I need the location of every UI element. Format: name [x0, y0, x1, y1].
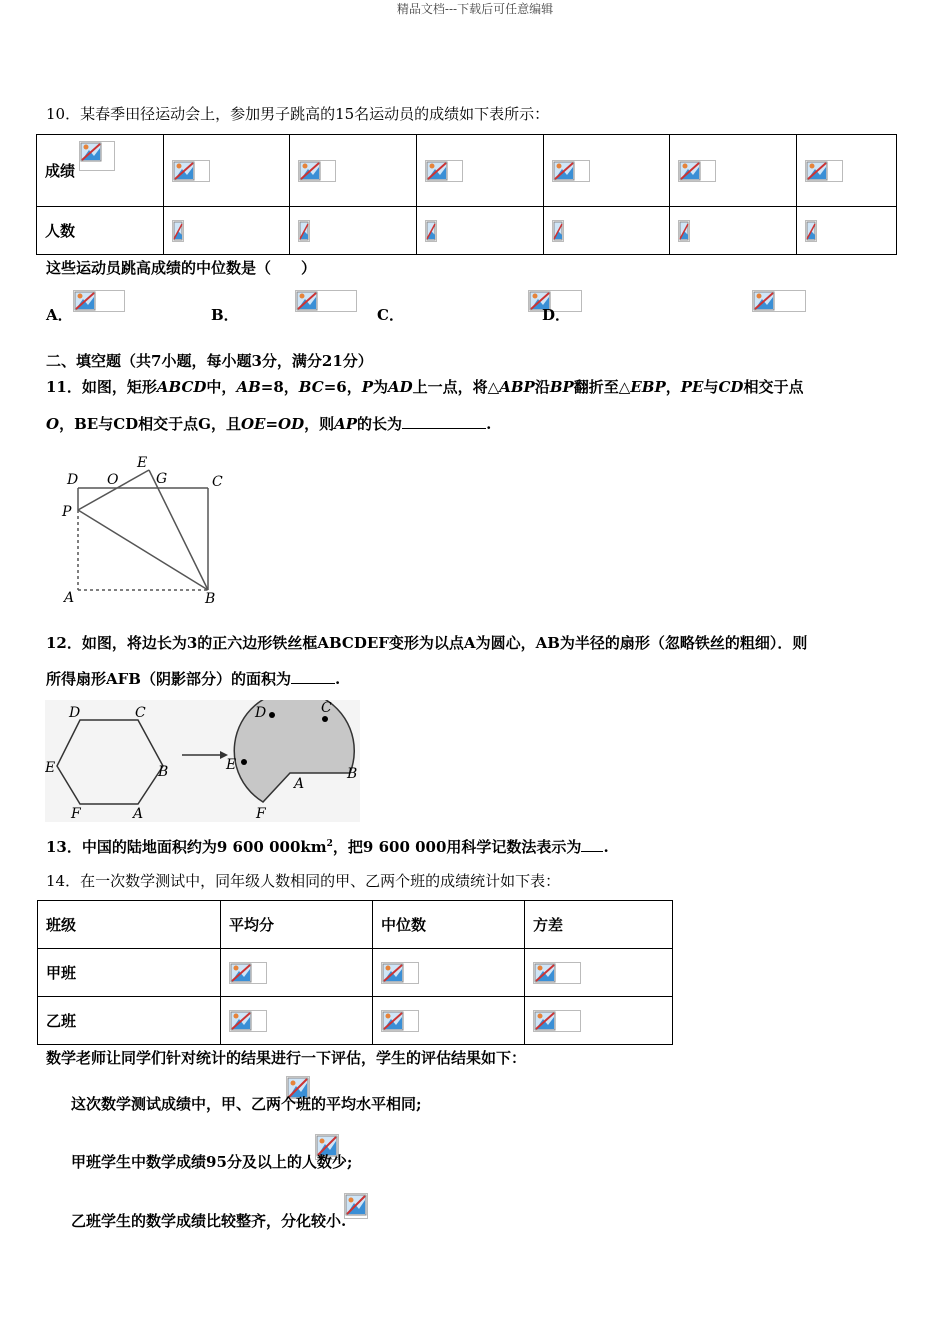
label-e: E	[137, 455, 148, 471]
page-header: 精品文档---下载后可任意编辑	[396, 2, 554, 16]
sector-label-b: B	[347, 766, 358, 782]
label-g: G	[156, 471, 168, 487]
q10-option-c-label: C．	[377, 306, 404, 324]
q14-intro: 数学老师让同学们针对统计的结果进行一下评估，学生的评估结果如下：	[46, 1049, 527, 1067]
label-o: O	[107, 472, 119, 488]
sector-label-d: D	[255, 705, 267, 721]
q10-count-cell	[543, 207, 670, 255]
point-d	[269, 712, 275, 718]
image-placeholder-icon	[298, 160, 336, 182]
q13-text: 13．中国的陆地面积约为9 600 $000km^2$，把9 600 000用科学记数法表示为 .	[46, 838, 609, 856]
image-placeholder-icon	[229, 1010, 267, 1032]
hex-label-c: C	[135, 705, 146, 721]
q10-option-d-label: D．	[542, 306, 571, 324]
image-placeholder-icon	[172, 160, 210, 182]
image-placeholder-icon	[752, 290, 806, 312]
q14-header-variance: 方差	[525, 901, 673, 949]
q14-header-median: 中位数	[373, 901, 525, 949]
q14-row-jia: 甲班	[38, 949, 221, 997]
label-a: A	[64, 590, 75, 606]
q14-stem: 14．在一次数学测试中，同年级人数相同的甲、乙两个班的成绩统计如下表：	[46, 872, 561, 890]
q10-row2-label: 人数	[45, 222, 76, 240]
q10-score-cell	[797, 135, 897, 207]
q10-question: 这些运动员跳高成绩的中位数是（ ）	[46, 259, 317, 277]
image-placeholder-icon	[533, 1010, 581, 1032]
q14-cell	[525, 997, 673, 1045]
sector-label-c: C	[321, 700, 332, 716]
label-b: B	[205, 591, 216, 607]
q14-header-mean: 平均分	[221, 901, 373, 949]
q14-item-1: 这次数学测试成绩中，甲、乙两个班的平均水平相同;	[71, 1095, 422, 1113]
image-placeholder-icon	[381, 1010, 419, 1032]
q14-header-class: 班级	[38, 901, 221, 949]
q12-hexagon-figure	[45, 700, 360, 822]
q14-item-2: 甲班学生中数学成绩95分及以上的人数少;	[71, 1153, 353, 1171]
hex-label-b: B	[158, 764, 169, 780]
q10-count-cell	[163, 207, 290, 255]
q10-row1-header	[37, 135, 164, 207]
hex-label-d: D	[69, 705, 81, 721]
image-placeholder-icon	[552, 220, 564, 242]
image-placeholder-icon	[229, 962, 267, 984]
q10-option-a-label: A．	[46, 306, 73, 324]
q10-option-b-label: B．	[211, 306, 239, 324]
answer-blank	[402, 414, 486, 429]
q10-score-cell	[670, 135, 797, 207]
image-placeholder-icon	[678, 160, 716, 182]
image-placeholder-icon	[172, 220, 184, 242]
sector-label-f: F	[256, 806, 266, 822]
label-d: D	[67, 472, 79, 488]
image-placeholder-icon	[678, 220, 690, 242]
label-p: P	[62, 504, 72, 520]
image-placeholder-icon	[425, 220, 437, 242]
answer-blank	[291, 669, 335, 684]
q10-score-cell	[290, 135, 417, 207]
q14-cell	[373, 997, 525, 1045]
q14-cell	[525, 949, 673, 997]
image-placeholder-icon	[381, 962, 419, 984]
point-e	[241, 759, 247, 765]
q14-cell	[221, 949, 373, 997]
sector-label-a: A	[294, 776, 305, 792]
point-c	[322, 716, 328, 722]
q12-line2: 所得扇形AFB（阴影部分）的面积为 .	[46, 670, 341, 688]
answer-blank	[581, 837, 603, 852]
label-c: C	[212, 474, 223, 490]
q11-rectangle-figure	[55, 450, 235, 610]
sector-label-e: E	[226, 757, 237, 773]
section-title: 二、填空题（共7小题，每小题3分，满分21分）	[46, 352, 373, 370]
q11-line2: O，BE与CD相交于点G，且OE=OD，则AP的长为 .	[46, 415, 492, 433]
image-placeholder-icon	[805, 220, 817, 242]
q12-line1: 12．如图，将边长为3的正六边形铁丝框ABCDEF变形为以点A为圆心，AB为半径的扇形（忽略铁丝的粗细）．则	[46, 634, 808, 652]
image-placeholder-icon	[552, 160, 590, 182]
q10-count-cell	[797, 207, 897, 255]
q11-line1: 11．如图，矩形ABCD中，AB=8，BC=6，P为AD上一点，将△ABP沿BP翻折至△EBP，PE与CD相交于点	[46, 378, 804, 396]
hex-label-a: A	[133, 806, 144, 822]
q14-cell	[221, 997, 373, 1045]
hex-label-f: F	[71, 806, 81, 822]
q10-score-cell	[543, 135, 670, 207]
q10-score-cell	[163, 135, 290, 207]
q14-row-yi: 乙班	[38, 997, 221, 1045]
q14-item-3: 乙班学生的数学成绩比较整齐，分化较小.	[71, 1212, 347, 1230]
q10-table	[36, 134, 897, 255]
image-placeholder-icon	[79, 141, 115, 171]
q14-table	[37, 900, 673, 1045]
image-placeholder-icon	[425, 160, 463, 182]
hex-label-e: E	[45, 760, 56, 776]
q10-count-cell	[670, 207, 797, 255]
q10-row2-header	[37, 207, 164, 255]
image-placeholder-icon	[73, 290, 125, 312]
image-placeholder-icon	[805, 160, 843, 182]
image-placeholder-icon	[533, 962, 581, 984]
q10-score-cell	[417, 135, 544, 207]
image-placeholder-icon	[295, 290, 357, 312]
q14-cell	[373, 949, 525, 997]
image-placeholder-icon	[298, 220, 310, 242]
q10-row1-label: 成绩	[45, 162, 76, 180]
q10-stem: 10．某春季田径运动会上，参加男子跳高的15名运动员的成绩如下表所示：	[46, 105, 550, 123]
q10-count-cell	[417, 207, 544, 255]
q10-count-cell	[290, 207, 417, 255]
image-placeholder-icon	[344, 1193, 368, 1219]
